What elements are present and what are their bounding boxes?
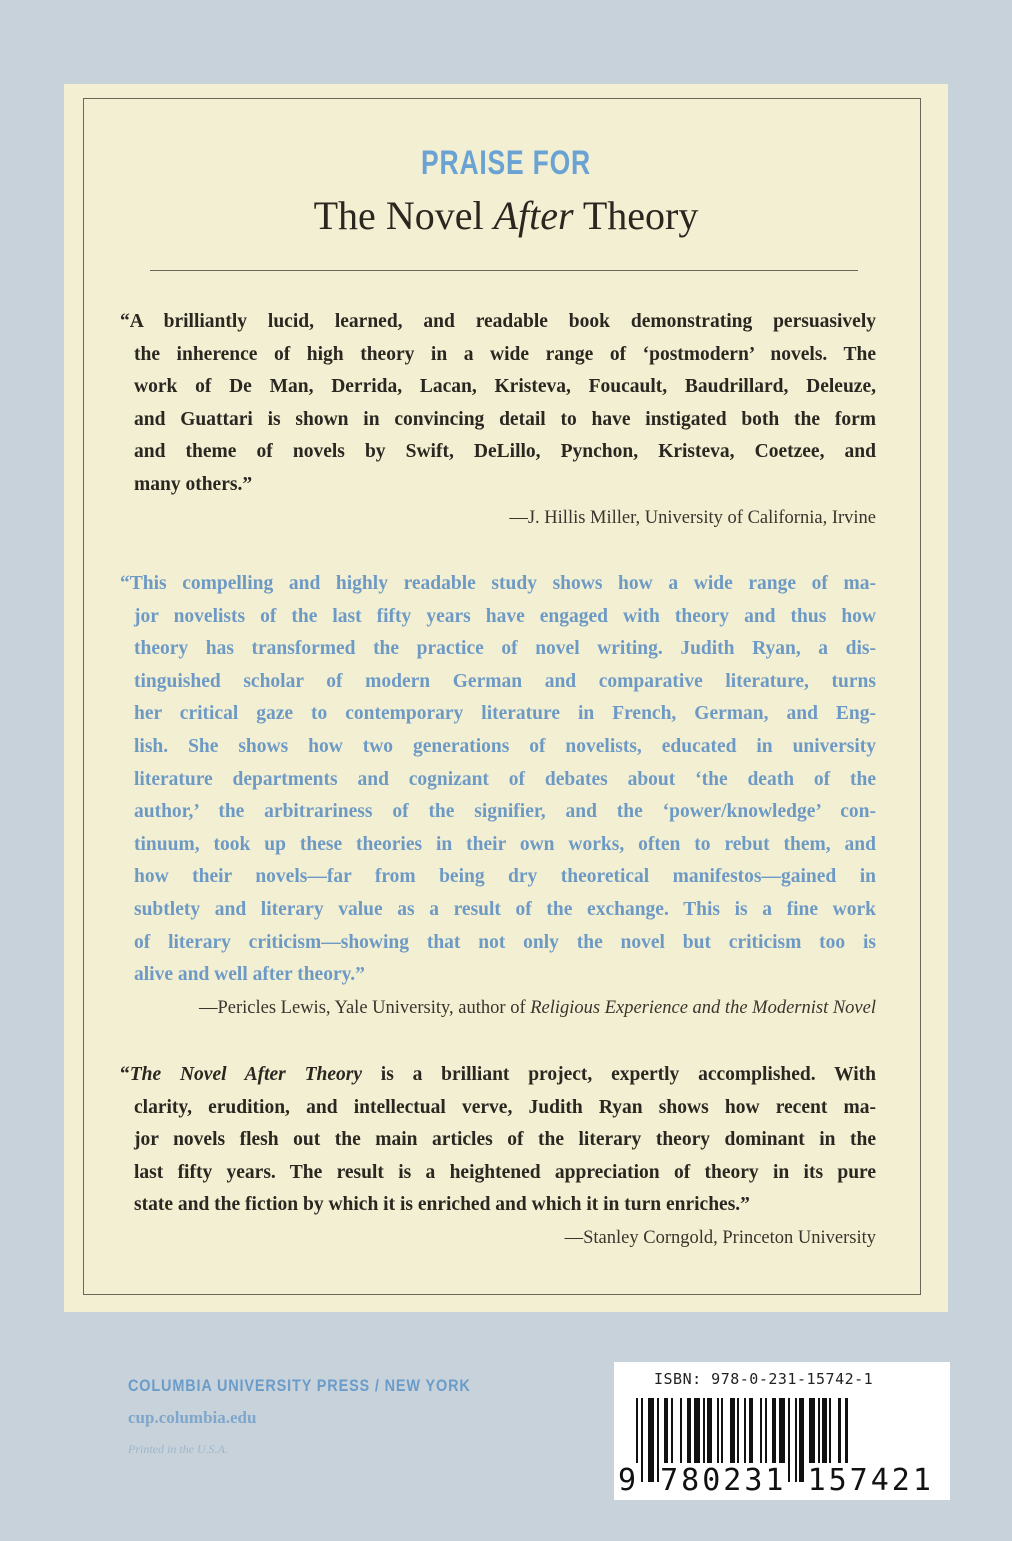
blurb-line: many others.”: [134, 473, 253, 495]
blurb-line: “This compelling and highly readable study shows how a wide range of ma-: [120, 573, 876, 594]
publisher-name: COLUMBIA UNIVERSITY PRESS / NEW YORK: [128, 1376, 471, 1395]
title-italic: After: [493, 193, 574, 238]
italic-title: The Novel After Theory: [129, 1064, 362, 1085]
book-title: [64, 192, 948, 239]
isbn-label: ISBN: 978-0-231-15742-1: [654, 1370, 874, 1388]
title-part: Theory: [573, 193, 699, 238]
blurb-line: [120, 1059, 876, 1092]
blurb-line: theory has transformed the practice of novel writing. Judith Ryan, a dis-: [134, 638, 876, 660]
isbn-barcode: [614, 1362, 950, 1500]
barcode-digit-group: 780231: [660, 1463, 787, 1498]
title-divider: [150, 270, 858, 271]
blurb-miller: [120, 306, 876, 534]
blurb-line: subtlety and literary value as a result of the exchange. This is a fine work: [134, 898, 876, 920]
blurb-corngold: [120, 1059, 876, 1254]
barcode-digits: [618, 1463, 934, 1498]
blurb-line: the inherence of high theory in a wide range of ‘postmodern’ novels. The: [134, 343, 876, 365]
attribution-text: —Stanley Corngold, Princeton University: [564, 1227, 876, 1248]
blurb-line: “A brilliantly lucid, learned, and readable book demonstrating persuasively: [120, 311, 876, 332]
blurb-line: how their novels—far from being dry theoretical manifestos—gained in: [134, 866, 876, 888]
blurb-line: clarity, erudition, and intellectual verve, Judith Ryan shows how recent ma-: [134, 1096, 876, 1118]
blurb-attribution: [120, 992, 876, 1024]
praise-for-heading: PRAISE FOR: [421, 144, 591, 182]
blurb-line: last fifty years. The result is a heightened appreciation of theory in its pure: [134, 1161, 876, 1183]
attribution-text: —J. Hillis Miller, University of California, Irvine: [509, 507, 876, 528]
blurb-attribution: [120, 502, 876, 534]
blurb-line: and theme of novels by Swift, DeLillo, Pynchon, Kristeva, Coetzee, and: [134, 441, 876, 463]
blurb-line: her critical gaze to contemporary literature in French, German, and Eng-: [134, 703, 876, 725]
blurb-line: tinguished scholar of modern German and comparative literature, turns: [134, 670, 876, 692]
blurb-lewis: [120, 568, 876, 1024]
attribution-text: —Pericles Lewis, Yale University, author of: [199, 997, 531, 1018]
title-part: The Novel: [313, 193, 494, 238]
blurb-line: work of De Man, Derrida, Lacan, Kristeva, Foucault, Baudrillard, Deleuze,: [134, 376, 876, 398]
blurb-line: state and the fiction by which it is enriched and which it in turn enriches.”: [134, 1194, 750, 1216]
blurb-line: literature departments and cognizant of debates about ‘the death of the: [134, 768, 876, 790]
blurb-line: of literary criticism—showing that not only the novel but criticism too is: [134, 931, 876, 953]
blurb-line: lish. She shows how two generations of novelists, educated in university: [134, 735, 876, 757]
barcode-digit-first: 9: [618, 1463, 640, 1498]
blurb-line: and Guattari is shown in convincing detail to have instigated both the form: [134, 408, 876, 430]
publisher-url[interactable]: cup.columbia.edu: [128, 1408, 257, 1427]
line-text: is a brilliant project, expertly accomplished. With: [361, 1064, 876, 1085]
printed-in: Printed in the U.S.A.: [128, 1442, 228, 1456]
barcode-digit-group: 157421: [807, 1463, 934, 1498]
blurb-line: jor novels flesh out the main articles of the literary theory dominant in the: [134, 1129, 876, 1151]
open-quote: “: [120, 1064, 130, 1085]
attribution-book-title: Religious Experience and the Modernist Novel: [530, 997, 876, 1018]
blurb-line: tinuum, took up these theories in their own works, often to rebut them, and: [134, 833, 876, 855]
blurb-line: author,’ the arbitrariness of the signifier, and the ‘power/knowledge’ con-: [134, 801, 876, 823]
blurb-attribution: [120, 1222, 876, 1254]
blurb-line: alive and well after theory.”: [134, 964, 365, 986]
praise-panel: [64, 84, 948, 1312]
blurb-line: jor novelists of the last fifty years have engaged with theory and thus how: [134, 605, 876, 627]
